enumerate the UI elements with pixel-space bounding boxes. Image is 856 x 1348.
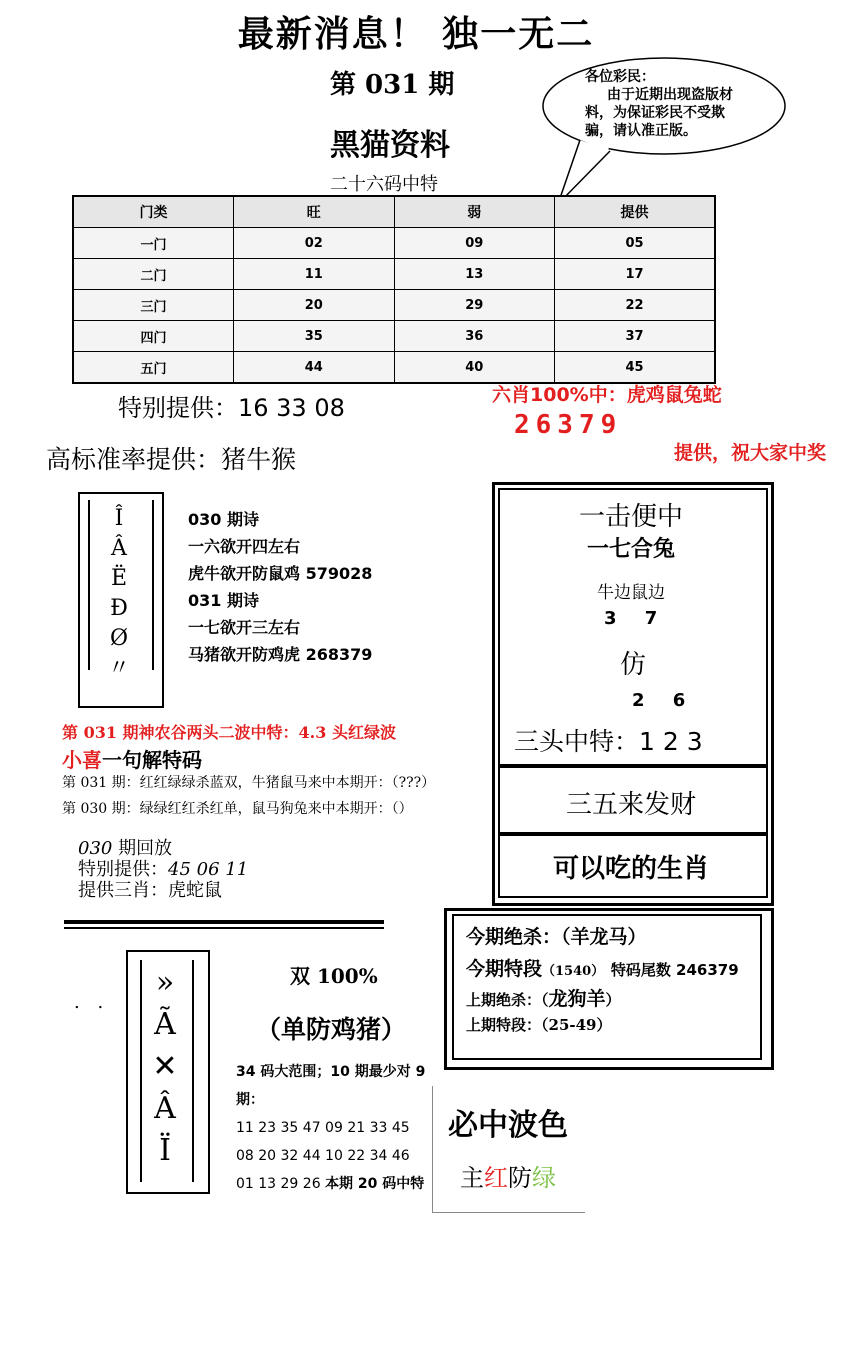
six-zodiac-numbers: 26379 (514, 410, 623, 440)
poem-glyph: Â (111, 536, 127, 561)
table-cell: 05 (555, 228, 716, 259)
table-header-row (73, 196, 715, 228)
kill-line-3-b: 龙狗羊 (548, 988, 606, 1010)
kill-line-4: 上期特段：（25-49） (466, 1016, 612, 1034)
poem-text (188, 506, 372, 668)
number-table (72, 195, 716, 384)
poem-glyph-column (90, 504, 148, 684)
table-cell: 02 (234, 228, 395, 259)
table-row (73, 321, 715, 352)
table-row (73, 228, 715, 259)
edible-zodiac-text: 可以吃的生肖 (552, 854, 709, 884)
replay-offer (78, 859, 248, 880)
range-row-3-a: 01 13 29 26 (236, 1176, 321, 1192)
xiaoxi-part-1: 小喜 (62, 748, 102, 772)
hit-side: 牛边鼠边 (597, 583, 665, 603)
kill-line-2-b: （1540） (542, 964, 605, 979)
table-cell: 35 (234, 321, 395, 352)
bubble-line-1: 各位彩民： (585, 69, 655, 85)
divider (64, 920, 384, 924)
poem-line: 030 期诗 (188, 510, 259, 529)
kill-line-3 (466, 984, 621, 1011)
wave-subtitle (460, 1158, 556, 1193)
replay-issue: 030 (78, 838, 113, 859)
poem-glyph: Ë (110, 566, 128, 591)
hit-title: 一击便中 (578, 502, 683, 532)
table-cell: 11 (234, 259, 395, 290)
table-cell: 13 (394, 259, 555, 290)
table-cell: 09 (394, 228, 555, 259)
guard-text: （单防鸡猪） (256, 1015, 407, 1044)
special-offer: 特别提供：16 33 08 (118, 394, 345, 422)
double-text: 双 100% (290, 964, 378, 988)
sanwu-text: 三五来发财 (565, 790, 696, 820)
table-cell: 40 (394, 352, 555, 384)
shennong-line: 第 031 期神农谷两头二波中特：4.3 头红绿波 (62, 723, 396, 742)
kill-line-2-c: 特码尾数 246379 (610, 961, 739, 979)
table-cell: 二门 (73, 259, 234, 290)
replay-three (78, 880, 248, 901)
glyph: Â (154, 1091, 176, 1126)
poem-line: 马猪欲开防鸡虎 268379 (188, 645, 373, 664)
table-cell: 22 (555, 290, 716, 321)
table-cell: 四门 (73, 321, 234, 352)
glyph: Ï (159, 1133, 171, 1168)
replay-three-label: 提供三肖： (78, 880, 168, 901)
poem-line: 虎牛欲开防鼠鸡 579028 (188, 564, 373, 583)
table-cell: 37 (555, 321, 716, 352)
kill-line-3-c: ） (605, 991, 621, 1009)
table-caption: 二十六码中特 (330, 174, 438, 195)
glyph: Ã (154, 1007, 176, 1042)
kill-line-1: 今期绝杀：（羊龙马） (466, 926, 647, 948)
range-row-3 (236, 1170, 426, 1198)
kill-line-3-a: 上期绝杀：（ (466, 991, 549, 1009)
replay-offer-value: 45 06 11 (168, 859, 249, 880)
glyph: ✕ (152, 1049, 178, 1084)
table-header-cell: 提供 (555, 196, 716, 228)
glyph-column (140, 962, 190, 1172)
replay-offer-label: 特别提供： (78, 859, 168, 880)
poem-glyph: 〃 (107, 656, 130, 681)
table-cell: 29 (394, 290, 555, 321)
wave-sub-4: 绿 (532, 1164, 556, 1192)
table-cell: 20 (234, 290, 395, 321)
hit-combo: 一七合兔 (586, 536, 675, 562)
issue-030-line: 第 030 期：绿绿红红杀红单，鼠马狗兔来中本期开：（） (62, 801, 413, 817)
poem-line: 一六欲开四左右 (188, 537, 301, 556)
replay-title-text: 期回放 (118, 838, 173, 859)
replay-block (78, 838, 248, 901)
poem-glyph: Î (114, 506, 124, 531)
table-row (73, 259, 715, 290)
range-row: 11 23 35 47 09 21 33 45 (236, 1120, 410, 1136)
table-cell: 三门 (73, 290, 234, 321)
hit-fang: 仿 (620, 650, 647, 680)
kill-line-2-a: 今期特段 (466, 958, 543, 980)
glyph: » (155, 965, 175, 1000)
table-cell: 45 (555, 352, 716, 384)
bubble-line-2: 由于近期出现盗版材料，为保证彩民不受欺骗，请认准正版。 (585, 87, 733, 139)
divider (64, 927, 384, 929)
page-title: 最新消息！ 独一无二 (237, 13, 595, 55)
table-row (73, 352, 715, 384)
table-header-cell: 旺 (234, 196, 395, 228)
range-row-3-b: 本期 20 码中特 (325, 1176, 425, 1192)
hit-numbers-2: 2 6 (632, 690, 686, 711)
bubble-notice (585, 68, 745, 152)
poem-glyph: Đ (110, 596, 128, 621)
wave-sub-2: 红 (484, 1164, 508, 1192)
dots: . . (74, 992, 110, 1013)
table-cell: 一门 (73, 228, 234, 259)
three-head-text: 三头中特：1 2 3 (514, 727, 703, 756)
range-block (236, 1058, 426, 1198)
table-header-cell: 门类 (73, 196, 234, 228)
issue-number: 第 031 期 (330, 70, 455, 100)
high-accuracy-offer: 高标准率提供：猪牛猴 (46, 445, 297, 474)
replay-three-value: 虎蛇鼠 (168, 880, 222, 901)
replay-title (78, 838, 248, 859)
table-cell: 五门 (73, 352, 234, 384)
page-subtitle: 黑猫资料 (330, 128, 450, 163)
issue-031-line: 第 031 期：红红绿绿杀蓝双，牛猪鼠马来中本期开：（???） (62, 775, 436, 791)
kill-line-2 (466, 954, 739, 981)
wave-sub-3: 防 (508, 1164, 532, 1192)
xiaoxi-heading (62, 744, 202, 773)
table-cell: 44 (234, 352, 395, 384)
hit-numbers-1: 3 7 (604, 608, 658, 629)
table-row (73, 290, 715, 321)
blessing-text: 提供，祝大家中奖 (674, 442, 827, 464)
table-header-cell: 弱 (394, 196, 555, 228)
range-head: 34 码大范围；10 期最少对 9 期： (236, 1064, 426, 1108)
table-cell: 17 (555, 259, 716, 290)
xiaoxi-part-2: 一句解特码 (102, 748, 202, 772)
range-row: 08 20 32 44 10 22 34 46 (236, 1148, 410, 1164)
poem-line: 031 期诗 (188, 591, 259, 610)
six-zodiac-label: 六肖100%中：虎鸡鼠兔蛇 (492, 384, 722, 406)
poem-glyph: Ø (109, 626, 129, 651)
wave-title: 必中波色 (448, 1108, 568, 1143)
wave-sub-1: 主 (460, 1164, 484, 1192)
table-cell: 36 (394, 321, 555, 352)
poem-line: 一七欲开三左右 (188, 618, 301, 637)
